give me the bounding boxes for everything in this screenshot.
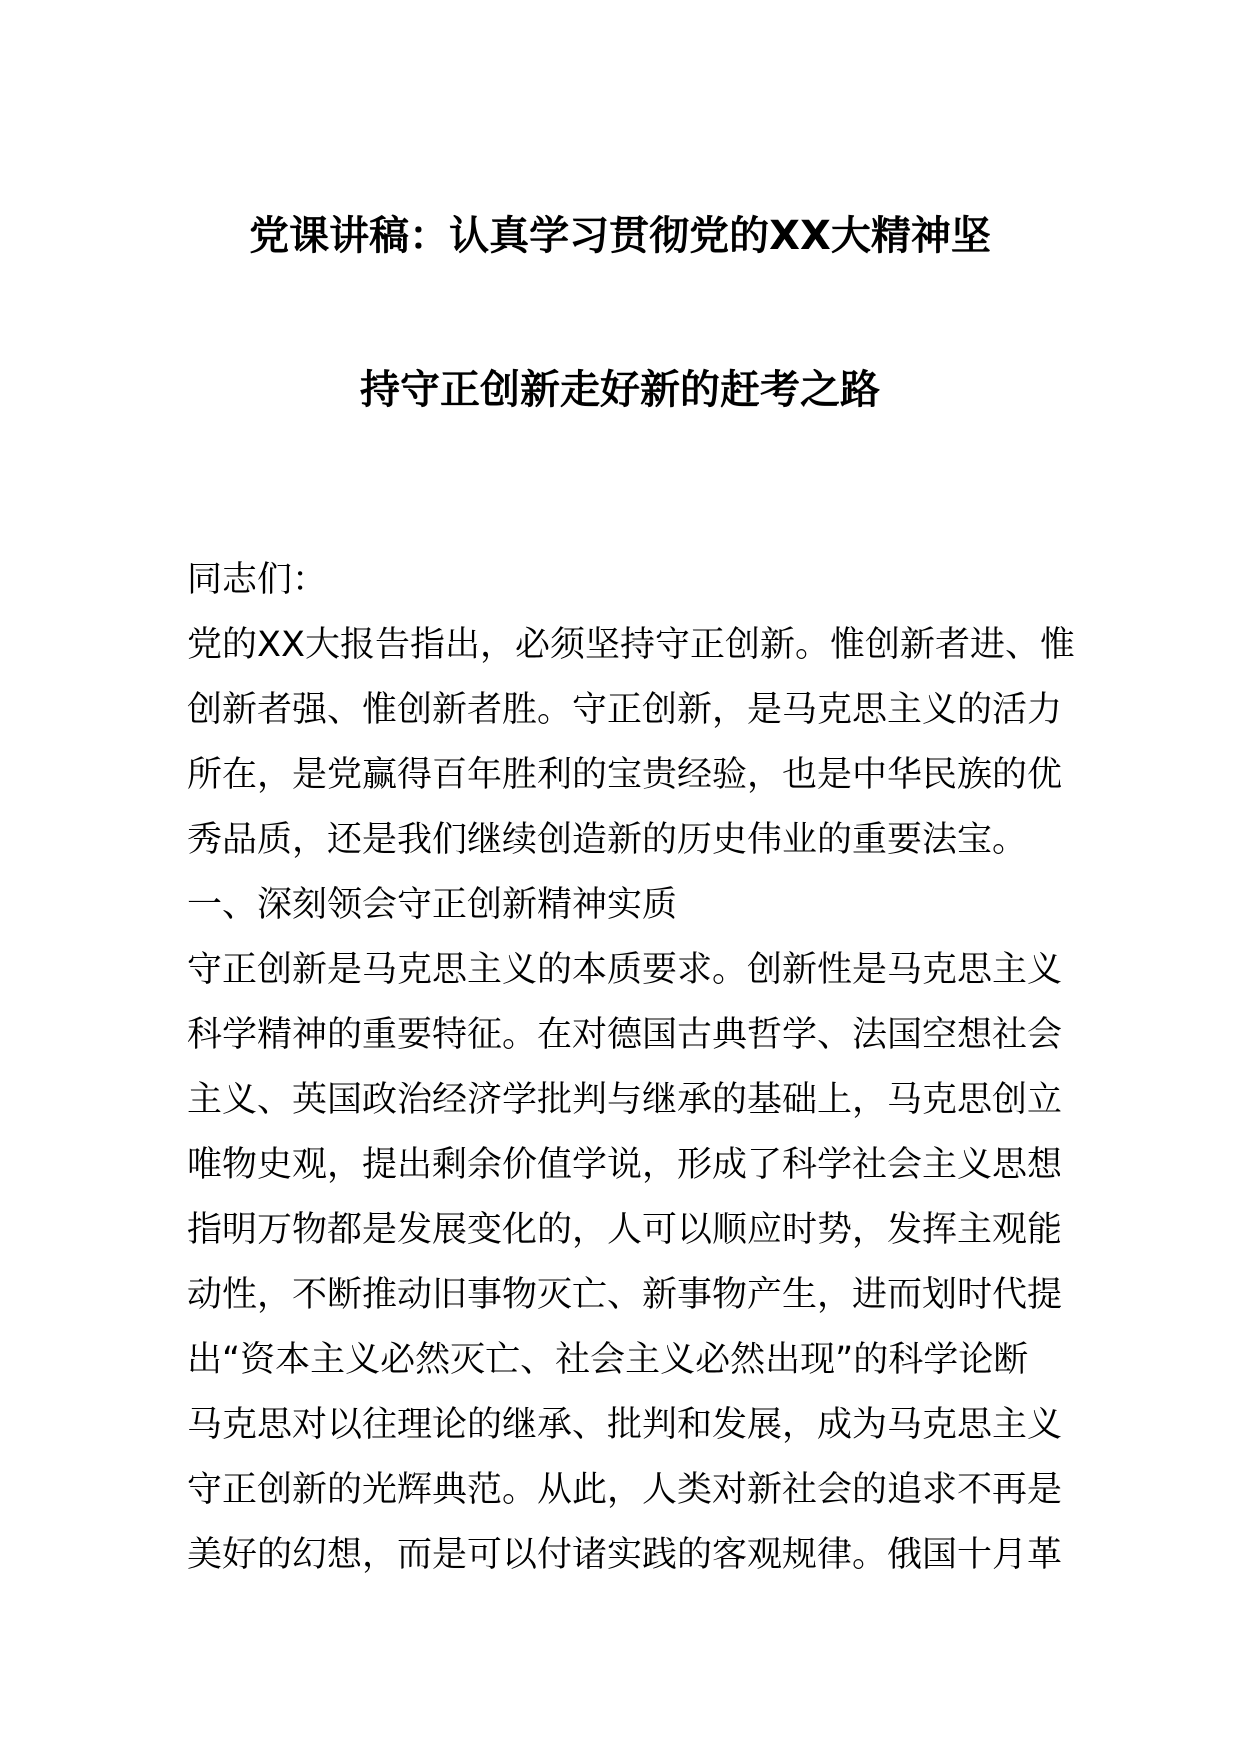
body-line: 主义、英国政治经济学批判与继承的基础上，马克思创立 bbox=[187, 1080, 1063, 1120]
body-line: 指明万物都是发展变化的，人可以顺应时势，发挥主观能 bbox=[187, 1210, 1063, 1250]
document-title-line-1: 党课讲稿：认真学习贯彻党的XX大精神坚 bbox=[249, 213, 991, 259]
body-line: 秀品质，还是我们继续创造新的历史伟业的重要法宝。 bbox=[187, 820, 1028, 860]
body-line: 出“资本主义必然灭亡、社会主义必然出现”的科学论断 bbox=[187, 1340, 1029, 1380]
document-body bbox=[187, 548, 1075, 1588]
body-line: 守正创新是马克思主义的本质要求。创新性是马克思主义 bbox=[187, 950, 1063, 990]
body-line: 所在，是党赢得百年胜利的宝贵经验，也是中华民族的优 bbox=[187, 755, 1063, 795]
body-line: 创新者强、惟创新者胜。守正创新，是马克思主义的活力 bbox=[187, 690, 1063, 730]
body-line: 动性，不断推动旧事物灭亡、新事物产生，进而划时代提 bbox=[187, 1275, 1063, 1315]
body-line: 唯物史观，提出剩余价值学说，形成了科学社会主义思想 bbox=[187, 1145, 1063, 1185]
body-line: 马克思对以往理论的继承、批判和发展，成为马克思主义 bbox=[187, 1405, 1063, 1445]
salutation-line: 同志们： bbox=[187, 560, 328, 600]
body-line: 美好的幻想，而是可以付诸实践的客观规律。俄国十月革 bbox=[187, 1535, 1063, 1575]
document-title-line-2: 持守正创新走好新的赶考之路 bbox=[360, 367, 880, 413]
body-line: 科学精神的重要特征。在对德国古典哲学、法国空想社会 bbox=[187, 1015, 1063, 1055]
body-line: 守正创新的光辉典范。从此，人类对新社会的追求不再是 bbox=[187, 1470, 1063, 1510]
section-heading-line: 一、深刻领会守正创新精神实质 bbox=[187, 885, 678, 925]
body-line: 党的XX大报告指出，必须坚持守正创新。惟创新者进、惟 bbox=[187, 625, 1075, 665]
